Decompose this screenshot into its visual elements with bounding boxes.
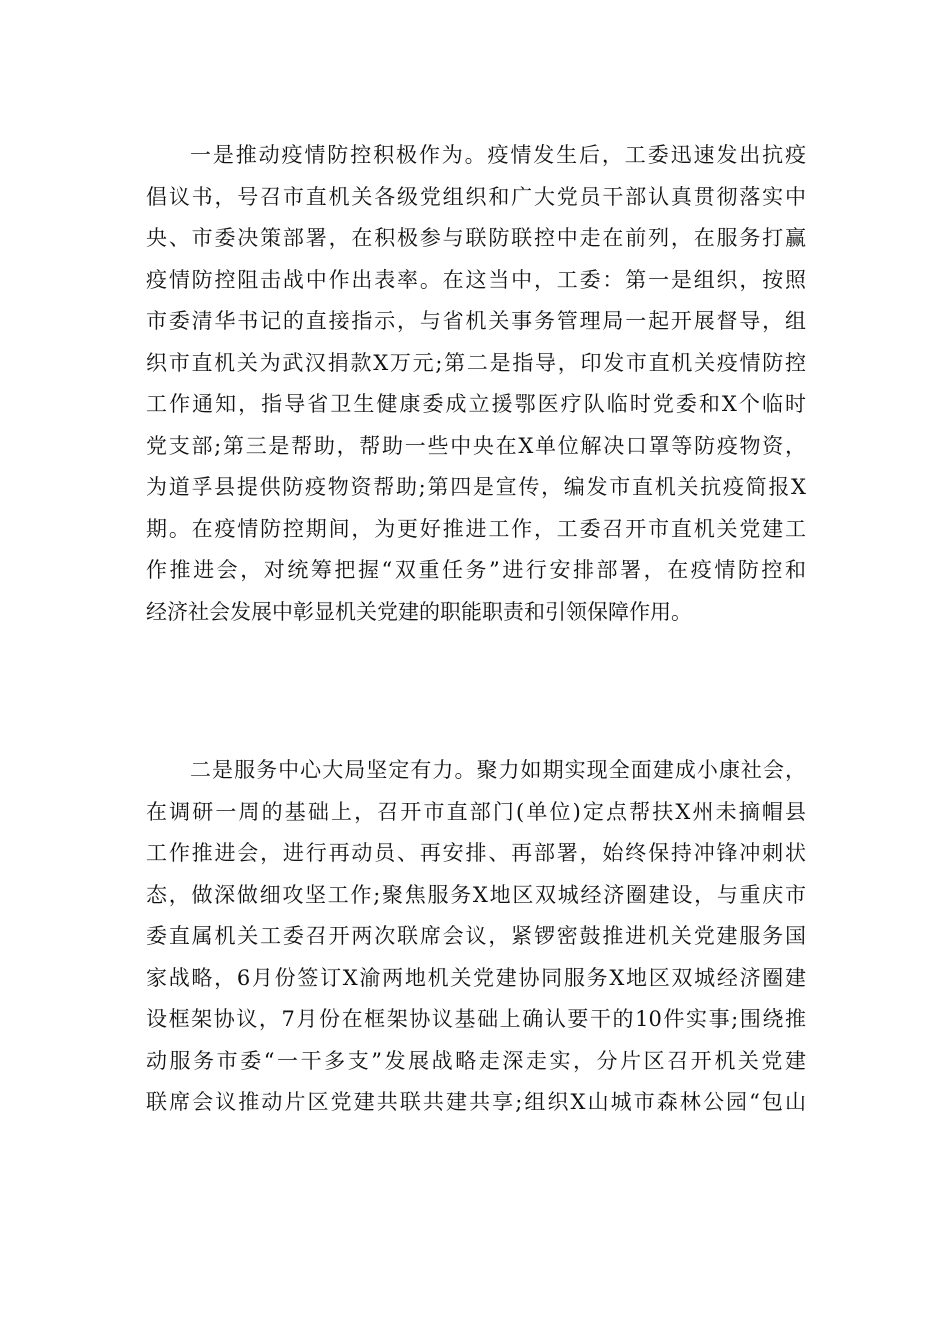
text-line: 设框架协议，7月份在框架协议基础上确认要干的10件实事;围绕推	[146, 1007, 806, 1031]
text-line: 市委清华书记的直接指示，与省机关事务管理局一起开展督导，组	[146, 309, 806, 333]
text-line: 家战略，6月份签订X渝两地机关党建协同服务X地区双城经济圈建	[146, 965, 806, 990]
text-line: 期。在疫情防控期间，为更好推进工作，工委召开市直机关党建工	[146, 516, 806, 541]
text-line: 经济社会发展中彰显机关党建的职能职责和引领保障作用。	[146, 599, 692, 624]
text-line: 作推进会，对统筹把握“双重任务”进行安排部署，在疫情防控和	[146, 558, 806, 582]
text-line: 工作通知，指导省卫生健康委成立援鄂医疗队临时党委和X个临时	[146, 392, 806, 416]
text-line: 织市直机关为武汉捐款X万元;第二是指导，印发市直机关疫情防控	[146, 350, 806, 375]
paragraph-serve-overall-situation	[146, 750, 806, 1124]
text-line: 在调研一周的基础上，召开市直部门(单位)定点帮扶X州未摘帽县	[146, 799, 806, 824]
text-line: 央、市委决策部署，在积极参与联防联控中走在前列，在服务打赢	[146, 226, 806, 250]
text-line: 一是推动疫情防控积极作为。疫情发生后，工委迅速发出抗疫	[190, 143, 806, 167]
text-line: 态，做深做细攻坚工作;聚焦服务X地区双城经济圈建设，与重庆市	[146, 882, 806, 907]
text-line: 工作推进会，进行再动员、再安排、再部署，始终保持冲锋冲刺状	[146, 841, 806, 865]
text-line: 委直属机关工委召开两次联席会议，紧锣密鼓推进机关党建服务国	[146, 924, 806, 948]
paragraph-epidemic-prevention	[146, 135, 806, 633]
text-line: 疫情防控阻击战中作出表率。在这当中，工委：第一是组织，按照	[146, 267, 806, 292]
text-line: 倡议书，号召市直机关各级党组织和广大党员干部认真贯彻落实中	[146, 184, 806, 209]
text-line: 党支部;第三是帮助，帮助一些中央在X单位解决口罩等防疫物资，	[146, 433, 806, 458]
text-line: 为道孚县提供防疫物资帮助;第四是宣传，编发市直机关抗疫简报X	[146, 475, 806, 499]
text-line: 动服务市委“一干多支”发展战略走深走实，分片区召开机关党建	[146, 1048, 806, 1073]
text-line: 联席会议推动片区党建共联共建共享;组织X山城市森林公园“包山	[146, 1090, 806, 1114]
text-line: 二是服务中心大局坚定有力。聚力如期实现全面建成小康社会，	[190, 758, 806, 782]
